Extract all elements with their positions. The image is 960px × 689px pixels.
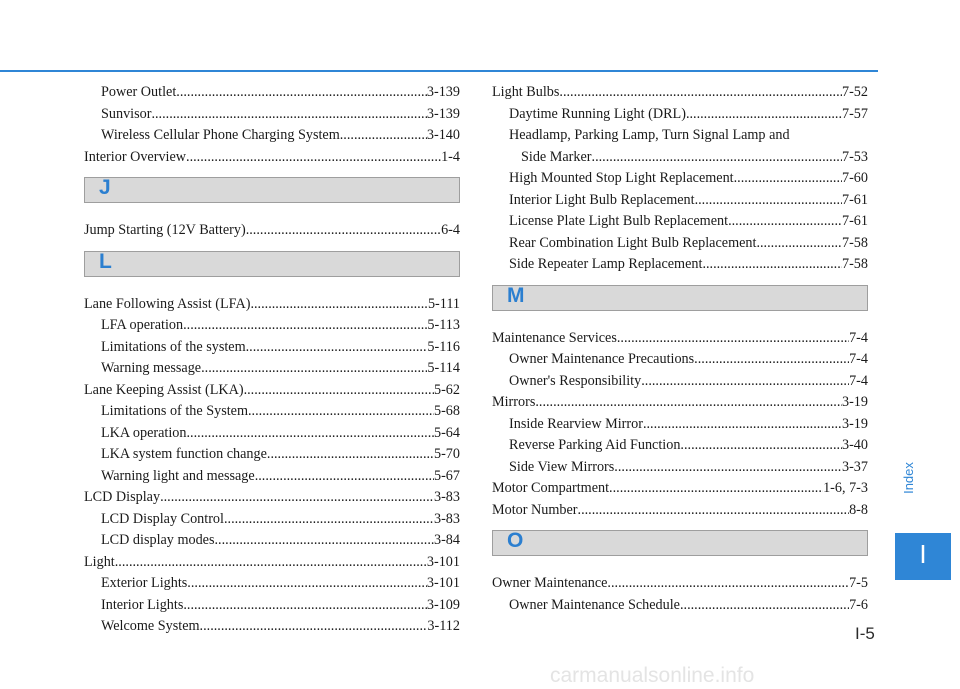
- index-entry: [492, 573, 868, 595]
- index-entry: [492, 233, 868, 255]
- entry-page: 3-84: [433, 532, 460, 548]
- entry-text: Warning light and message: [101, 467, 255, 484]
- dot-leader: [151, 104, 426, 126]
- index-entry: [492, 478, 868, 500]
- entry-page: 7-61: [841, 213, 868, 229]
- entry-text: High Mounted Stop Light Replacement: [509, 170, 734, 186]
- entry-page: 3-37: [841, 458, 868, 475]
- entry-text: Interior Light Bulb Replacement: [509, 191, 695, 208]
- entry-text: Welcome System: [101, 618, 200, 634]
- dot-leader: [535, 392, 842, 414]
- entry-page: 5-111: [427, 295, 460, 312]
- dot-leader: [559, 82, 842, 104]
- dot-leader: [250, 294, 428, 316]
- dot-leader: [267, 444, 434, 466]
- entry-page: 7-6: [849, 596, 868, 613]
- entry-text: Sunvisor: [101, 105, 152, 122]
- dot-leader: [609, 478, 823, 500]
- dot-leader: [607, 573, 849, 595]
- dot-leader: [201, 358, 427, 380]
- dot-leader: [680, 595, 849, 617]
- index-entry: [84, 530, 460, 552]
- index-tab-letter: I: [919, 539, 927, 569]
- entry-page: 3-83: [433, 489, 460, 505]
- entry-text: Side View Mirrors: [509, 458, 615, 475]
- header-rule: [0, 70, 878, 72]
- index-entry: [492, 147, 868, 169]
- index-entry: [84, 220, 460, 242]
- index-tab[interactable]: [895, 533, 951, 580]
- page-number: I-5: [855, 624, 875, 643]
- dot-leader: [578, 500, 850, 522]
- dot-leader: [215, 530, 434, 552]
- index-entry: [84, 401, 460, 423]
- index-entry: [84, 616, 460, 638]
- entry-text: Light Bulbs: [492, 84, 560, 100]
- section-header-j: [84, 177, 460, 203]
- section-header-o: [492, 530, 868, 556]
- section-header-l: [84, 251, 460, 277]
- entry-page: 7-57: [841, 105, 868, 122]
- index-entry: [84, 315, 460, 337]
- entry-text: Wireless Cellular Phone Charging System: [101, 127, 340, 143]
- entry-text: LKA operation: [101, 424, 187, 441]
- index-entry: [84, 125, 460, 147]
- index-entry: [492, 82, 868, 104]
- index-entry: [492, 190, 868, 212]
- entry-page: 7-4: [849, 329, 868, 346]
- index-entry: [492, 328, 868, 350]
- entry-page: 5-62: [433, 381, 460, 398]
- entry-page: 3-101: [426, 575, 460, 591]
- entry-page: 5-67: [433, 467, 460, 484]
- entry-text: Headlamp, Parking Lamp, Turn Signal Lamp and: [509, 127, 790, 143]
- entry-page: 1-6, 7-3: [823, 480, 868, 496]
- dot-leader: [224, 509, 434, 531]
- index-column-right: [492, 82, 868, 616]
- entry-page: 3-139: [426, 105, 460, 122]
- section-letter: O: [507, 529, 524, 552]
- dot-leader: [694, 349, 849, 371]
- entry-text: Side Marker: [521, 148, 592, 165]
- dot-leader: [643, 414, 842, 436]
- dot-leader: [187, 573, 427, 595]
- entry-text: Reverse Parking Aid Function: [509, 437, 681, 453]
- index-entry: [84, 552, 460, 574]
- dot-leader: [176, 82, 427, 104]
- entry-text: Inside Rearview Mirror: [509, 415, 643, 432]
- entry-text: LKA system function change: [101, 446, 267, 462]
- index-entry: [492, 595, 868, 617]
- entry-text: Mirrors: [492, 394, 536, 410]
- entry-page: 3-140: [426, 127, 460, 143]
- index-entry: [84, 509, 460, 531]
- entry-text: Warning message: [101, 360, 202, 376]
- entry-text: Rear Combination Light Bulb Replacement: [509, 234, 757, 251]
- entry-text: Owner Maintenance: [492, 575, 608, 591]
- entry-text: Owner Maintenance Schedule: [509, 596, 680, 613]
- index-entry: [492, 392, 868, 414]
- dot-leader: [246, 337, 428, 359]
- entry-text: Owner Maintenance Precautions: [509, 351, 695, 367]
- index-entry: [84, 380, 460, 402]
- index-entry: [492, 414, 868, 436]
- entry-text: Jump Starting (12V Battery): [84, 222, 246, 238]
- index-entry: [84, 104, 460, 126]
- entry-page: 3-139: [426, 84, 460, 100]
- entry-text: Light: [84, 553, 115, 570]
- entry-text: Interior Overview: [84, 148, 187, 165]
- dot-leader: [695, 190, 842, 212]
- dot-leader: [756, 233, 842, 255]
- dot-leader: [680, 435, 842, 457]
- entry-page: 3-19: [841, 415, 868, 432]
- dot-leader: [183, 595, 427, 617]
- index-entry: [84, 444, 460, 466]
- entry-text: Interior Lights: [101, 596, 184, 613]
- entry-page: 1-4: [441, 148, 460, 165]
- dot-leader: [244, 380, 434, 402]
- index-entry: [84, 358, 460, 380]
- dot-leader: [115, 552, 427, 574]
- entry-page: 5-116: [427, 338, 460, 355]
- entry-page: 7-5: [849, 575, 868, 591]
- dot-leader: [248, 401, 434, 423]
- section-letter: M: [507, 283, 525, 307]
- index-entry: [492, 435, 868, 457]
- index-entry: [492, 168, 868, 190]
- index-entry: [492, 457, 868, 479]
- index-entry: [84, 423, 460, 445]
- entry-page: 3-83: [433, 510, 460, 527]
- entry-text: Daytime Running Light (DRL): [509, 105, 686, 122]
- entry-page: 7-4: [849, 351, 868, 367]
- entry-text: Power Outlet: [101, 84, 177, 100]
- entry-page: 7-4: [849, 372, 868, 389]
- index-entry: [84, 466, 460, 488]
- entry-page: 7-52: [841, 84, 868, 100]
- entry-text: LCD Display: [84, 489, 161, 505]
- dot-leader: [734, 168, 842, 190]
- entry-page: 5-64: [433, 424, 460, 441]
- entry-page: 5-68: [433, 403, 460, 419]
- index-entry: [84, 82, 460, 104]
- entry-page: 3-109: [426, 596, 460, 613]
- entry-text: Limitations of the System: [101, 403, 248, 419]
- dot-leader: [702, 254, 842, 276]
- index-entry: [84, 147, 460, 169]
- dot-leader: [686, 104, 842, 126]
- entry-text: Side Repeater Lamp Replacement: [509, 256, 703, 272]
- dot-leader: [200, 616, 428, 638]
- entry-text: Motor Number: [492, 501, 578, 518]
- dot-leader: [641, 371, 849, 393]
- dot-leader: [617, 328, 849, 350]
- section-letter: J: [99, 176, 111, 199]
- entry-text: LFA operation: [101, 317, 184, 333]
- entry-page: 6-4: [441, 222, 460, 238]
- entry-text: LCD display modes: [101, 532, 215, 548]
- entry-page: 3-40: [841, 437, 868, 453]
- index-entry: [492, 500, 868, 522]
- watermark: carmanualsonline.info: [550, 664, 755, 687]
- index-entry: [492, 211, 868, 233]
- index-entry: [492, 349, 868, 371]
- entry-page: 7-53: [841, 148, 868, 165]
- dot-leader: [246, 220, 441, 242]
- entry-page: 3-112: [427, 618, 460, 634]
- entry-page: 7-58: [841, 234, 868, 251]
- entry-page: 5-113: [427, 317, 460, 333]
- index-entry: [84, 573, 460, 595]
- dot-leader: [183, 315, 427, 337]
- section-letter: L: [99, 249, 112, 273]
- entry-text: LCD Display Control: [101, 510, 224, 527]
- dot-leader: [592, 147, 842, 169]
- entry-page: 5-70: [433, 446, 460, 462]
- entry-page: 3-101: [426, 553, 460, 570]
- index-entry: [492, 254, 868, 276]
- entry-text: Owner's Responsibility: [509, 372, 642, 389]
- dot-leader: [255, 466, 434, 488]
- index-entry: [84, 595, 460, 617]
- dot-leader: [728, 211, 842, 233]
- dot-leader: [340, 125, 427, 147]
- dot-leader: [187, 423, 434, 445]
- entry-page: 7-58: [841, 256, 868, 272]
- entry-page: 7-61: [841, 191, 868, 208]
- index-entry: [492, 371, 868, 393]
- index-entry: [84, 337, 460, 359]
- dot-leader: [614, 457, 842, 479]
- section-header-m: [492, 285, 868, 311]
- index-entry: [84, 294, 460, 316]
- entry-text: Motor Compartment: [492, 480, 610, 496]
- dot-leader: [186, 147, 441, 169]
- dot-leader: [160, 487, 434, 509]
- index-entry: [492, 104, 868, 126]
- entry-text: Lane Keeping Assist (LKA): [84, 381, 244, 398]
- entry-page: 3-19: [841, 394, 868, 410]
- entry-page: 8-8: [849, 501, 868, 518]
- index-side-label: Index: [901, 462, 916, 494]
- entry-text: Lane Following Assist (LFA): [84, 295, 251, 312]
- entry-text: Limitations of the system: [101, 338, 246, 355]
- entry-page: 5-114: [427, 360, 460, 376]
- entry-page: 7-60: [841, 170, 868, 186]
- entry-text: Exterior Lights: [101, 575, 188, 591]
- index-entry: [492, 125, 868, 147]
- index-column-left: [84, 82, 460, 638]
- entry-text: Maintenance Services: [492, 329, 617, 346]
- index-entry: [84, 487, 460, 509]
- entry-text: License Plate Light Bulb Replacement: [509, 213, 729, 229]
